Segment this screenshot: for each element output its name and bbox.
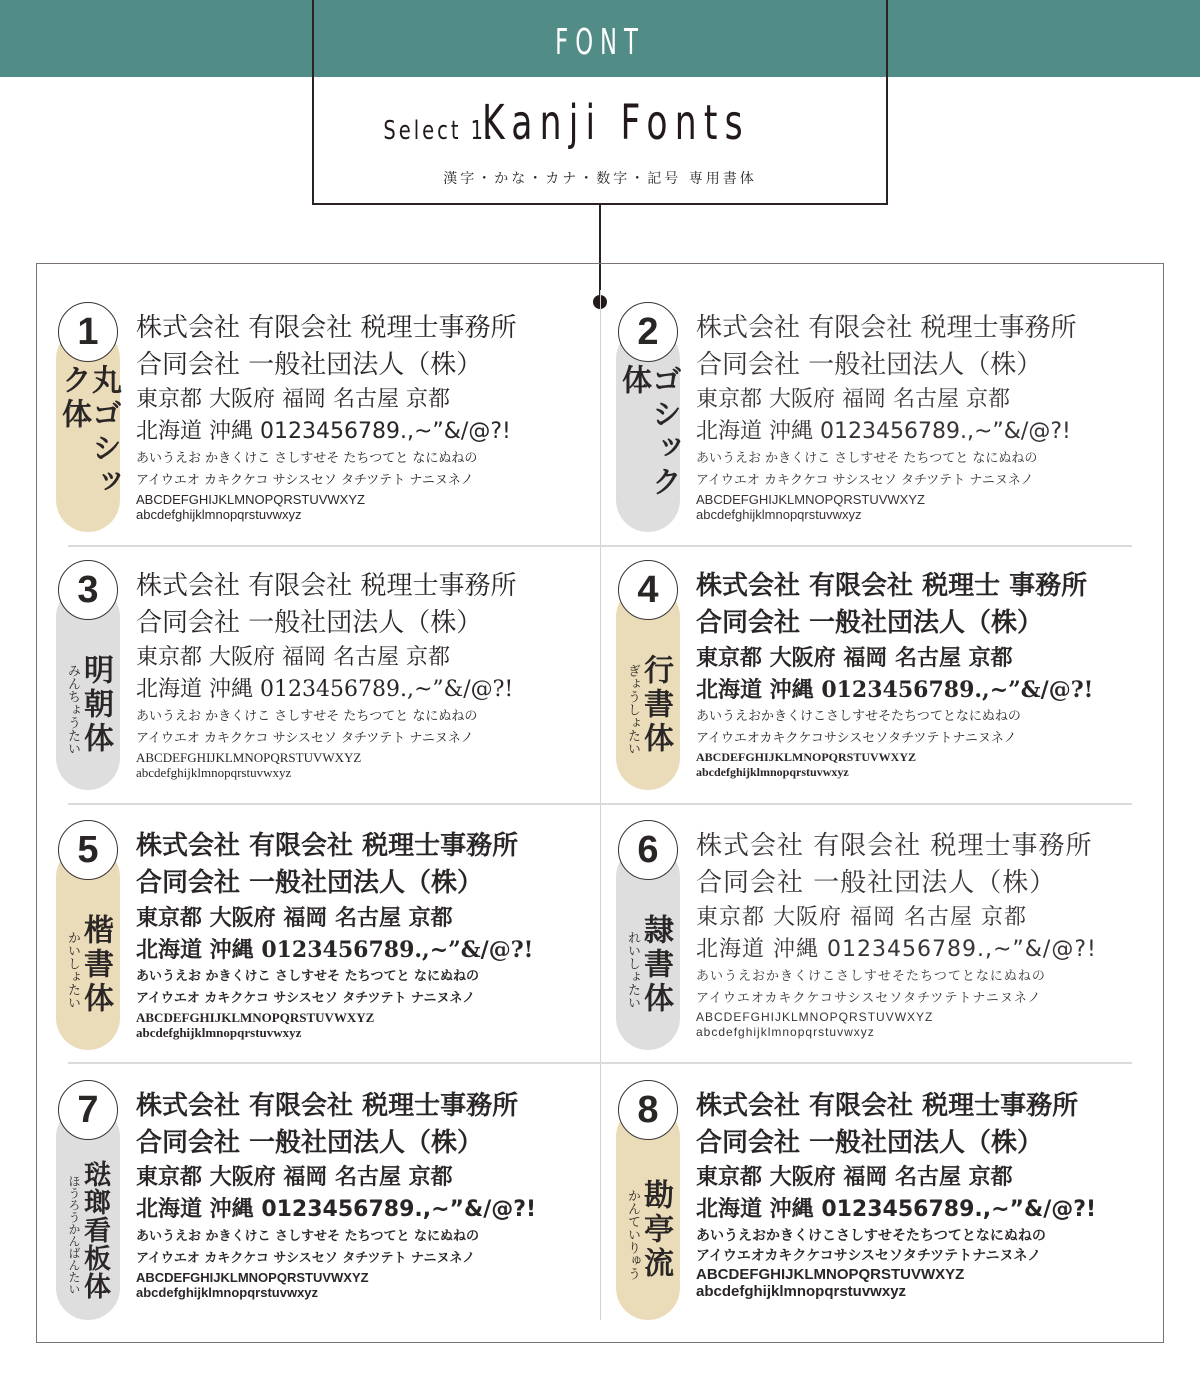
sample-line: 東京都 大阪府 福岡 名古屋 京都 bbox=[696, 387, 1010, 412]
font-name: 明朝体 bbox=[78, 653, 113, 756]
font-number-badge: 2 bbox=[618, 302, 678, 362]
sample-line: 東京都 大阪府 福岡 名古屋 京都 bbox=[136, 645, 450, 670]
sample-line: abcdefghijklmnopqrstuvwxyz bbox=[136, 1025, 302, 1040]
font-name-label bbox=[56, 1142, 120, 1317]
font-sample bbox=[136, 310, 576, 522]
sample-line: アイウエオ カキクケコ サシスセソ タチツテト ナニヌネノ bbox=[136, 731, 474, 746]
font-card-6[interactable] bbox=[596, 820, 1136, 1070]
sample-line: 株式会社 有限会社 税理士事務所 bbox=[136, 831, 519, 861]
font-name-label bbox=[616, 1142, 680, 1317]
sample-line: アイウエオカキクケコサシスセソタチツテトナニヌネノ bbox=[696, 1248, 1042, 1264]
font-reading: ぎょうしょたい bbox=[625, 664, 640, 755]
sample-line: アイウエオカキクケコサシスセソタチツテトナニヌネノ bbox=[696, 731, 1017, 746]
font-name-label bbox=[616, 364, 680, 529]
sample-line: 合同会社 一般社団法人（株） bbox=[696, 608, 1044, 638]
sample-line: ABCDEFGHIJKLMNOPQRSTUVWXYZ bbox=[136, 750, 362, 765]
sample-line: 北海道 沖縄 0123456789.,~”&/@?! bbox=[696, 1197, 1097, 1222]
sample-line: abcdefghijklmnopqrstuvwxyz bbox=[696, 507, 862, 522]
sample-line: ABCDEFGHIJKLMNOPQRSTUVWXYZ bbox=[136, 1010, 375, 1025]
sample-line: 合同会社 一般社団法人（株） bbox=[136, 350, 483, 380]
sample-line: ABCDEFGHIJKLMNOPQRSTUVWXYZ bbox=[696, 492, 925, 507]
sample-line: あいうえおかきくけこさしすせそたちつてとなにぬねの bbox=[696, 1228, 1046, 1244]
sample-line: 北海道 沖縄 0123456789.,~”&/@?! bbox=[136, 937, 534, 963]
font-reading: かいしょたい bbox=[65, 930, 80, 1009]
font-number-badge: 3 bbox=[58, 560, 118, 620]
sample-line: 東京都 大阪府 福岡 名古屋 京都 bbox=[696, 645, 1013, 671]
sample-line: 合同会社 一般社団法人（株） bbox=[696, 868, 1057, 898]
sample-line: ABCDEFGHIJKLMNOPQRSTUVWXYZ bbox=[136, 1270, 369, 1285]
sample-line: ABCDEFGHIJKLMNOPQRSTUVWXYZ bbox=[696, 1266, 965, 1283]
sample-line: 合同会社 一般社団法人（株） bbox=[136, 1128, 484, 1158]
font-card-3[interactable] bbox=[36, 560, 576, 810]
sample-line: 東京都 大阪府 福岡 名古屋 京都 bbox=[696, 905, 1027, 930]
font-number-badge: 8 bbox=[618, 1080, 678, 1140]
sample-line: 北海道 沖縄 0123456789.,~”&/@?! bbox=[136, 1197, 537, 1222]
sample-line: 北海道 沖縄 0123456789.,~”&/@?! bbox=[696, 677, 1094, 703]
font-name-label bbox=[56, 622, 120, 787]
font-sample bbox=[136, 568, 576, 780]
sample-line: 株式会社 有限会社 税理士事務所 bbox=[136, 1091, 519, 1121]
sample-line: 北海道 沖縄 0123456789.,~”&/@?! bbox=[696, 419, 1071, 444]
font-name-label bbox=[616, 882, 680, 1047]
sample-line: 株式会社 有限会社 税理士事務所 bbox=[696, 831, 1093, 861]
sample-line: あいうえおかきくけこさしすせそたちつてとなにぬねの bbox=[696, 709, 1021, 724]
sample-line: 株式会社 有限会社 税理士事務所 bbox=[696, 1091, 1079, 1121]
sample-line: 株式会社 有限会社 税理士事務所 bbox=[696, 313, 1077, 343]
font-number-badge: 7 bbox=[58, 1080, 118, 1140]
sample-line: 東京都 大阪府 福岡 名古屋 京都 bbox=[136, 1165, 453, 1190]
font-card-5[interactable] bbox=[36, 820, 576, 1070]
sample-line: アイウエオカキクケコサシスセソタチツテトナニヌネノ bbox=[696, 991, 1042, 1006]
font-number-badge: 1 bbox=[58, 302, 118, 362]
sample-line: あいうえおかきくけこさしすせそたちつてとなにぬねの bbox=[696, 969, 1046, 984]
font-name-label bbox=[616, 622, 680, 787]
font-name: 隷書体 bbox=[638, 913, 673, 1016]
sample-line: abcdefghijklmnopqrstuvwxyz bbox=[696, 765, 849, 779]
font-sample bbox=[696, 310, 1136, 522]
font-name: 丸ゴシック体 bbox=[56, 364, 121, 500]
sample-line: 合同会社 一般社団法人（株） bbox=[136, 608, 483, 638]
font-card-8[interactable] bbox=[596, 1080, 1136, 1330]
sample-line: 合同会社 一般社団法人（株） bbox=[696, 350, 1043, 380]
font-card-7[interactable] bbox=[36, 1080, 576, 1330]
sample-line: 株式会社 有限会社 税理士事務所 bbox=[136, 571, 517, 601]
font-reading: れいしょたい bbox=[625, 930, 640, 1009]
font-sample bbox=[696, 568, 1136, 780]
sample-line: アイウエオ カキクケコ サシスセソ タチツテト ナニヌネノ bbox=[136, 1251, 476, 1266]
sample-line: アイウエオ カキクケコ サシスセソ タチツテト ナニヌネノ bbox=[136, 991, 476, 1006]
font-name: 琺瑯看板体 bbox=[79, 1159, 110, 1300]
font-card-1[interactable] bbox=[36, 302, 576, 552]
font-name: 行書体 bbox=[638, 653, 673, 756]
font-name: 楷書体 bbox=[78, 913, 113, 1016]
sample-line: 北海道 沖縄 0123456789.,~”&/@?! bbox=[136, 677, 514, 702]
font-sample bbox=[136, 1088, 576, 1300]
font-reading: ほうろうかんばんたい bbox=[67, 1174, 81, 1295]
title-box bbox=[312, 0, 888, 205]
font-number-badge: 4 bbox=[618, 560, 678, 620]
sample-line: 株式会社 有限会社 税理士事務所 bbox=[136, 313, 517, 343]
font-sample bbox=[136, 828, 576, 1040]
font-card-2[interactable] bbox=[596, 302, 1136, 552]
sample-line: アイウエオ カキクケコ サシスセソ タチツテト ナニヌネノ bbox=[696, 473, 1034, 488]
sample-line: abcdefghijklmnopqrstuvwxyz bbox=[136, 765, 292, 780]
sample-line: abcdefghijklmnopqrstuvwxyz bbox=[696, 1283, 907, 1300]
sample-line: ABCDEFGHIJKLMNOPQRSTUVWXYZ bbox=[696, 1010, 934, 1024]
font-card-4[interactable] bbox=[596, 560, 1136, 810]
sample-line: abcdefghijklmnopqrstuvwxyz bbox=[136, 1285, 319, 1300]
sample-line: 合同会社 一般社団法人（株） bbox=[696, 1128, 1044, 1158]
sample-line: あいうえお かきくけこ さしすせそ たちつてと なにぬねの bbox=[136, 451, 478, 466]
sample-line: あいうえお かきくけこ さしすせそ たちつてと なにぬねの bbox=[136, 969, 479, 984]
sample-line: アイウエオ カキクケコ サシスセソ タチツテト ナニヌネノ bbox=[136, 473, 474, 488]
sample-line: 東京都 大阪府 福岡 名古屋 京都 bbox=[696, 1165, 1013, 1190]
sample-line: abcdefghijklmnopqrstuvwxyz bbox=[696, 1025, 875, 1039]
font-reading: みんちょうたい bbox=[65, 664, 80, 755]
font-number-badge: 6 bbox=[618, 820, 678, 880]
sample-line: 合同会社 一般社団法人（株） bbox=[136, 868, 484, 898]
font-name: ゴシック体 bbox=[616, 364, 681, 500]
sample-line: ABCDEFGHIJKLMNOPQRSTUVWXYZ bbox=[136, 492, 365, 507]
sample-line: abcdefghijklmnopqrstuvwxyz bbox=[136, 507, 302, 522]
select-prefix: Select 1. bbox=[383, 116, 496, 146]
font-sample bbox=[696, 1088, 1136, 1300]
sample-line: 東京都 大阪府 福岡 名古屋 京都 bbox=[136, 905, 453, 931]
font-name-label bbox=[56, 882, 120, 1047]
font-number-badge: 5 bbox=[58, 820, 118, 880]
font-sample bbox=[696, 828, 1136, 1040]
sample-line: 北海道 沖縄 0123456789.,~”&/@?! bbox=[696, 937, 1097, 962]
page-subtitle: 漢字・かな・カナ・数字・記号 専用書体 bbox=[443, 171, 757, 187]
sample-line: ABCDEFGHIJKLMNOPQRSTUVWXYZ bbox=[696, 750, 917, 764]
sample-line: 東京都 大阪府 福岡 名古屋 京都 bbox=[136, 387, 450, 412]
sample-line: 北海道 沖縄 0123456789.,~”&/@?! bbox=[136, 419, 511, 444]
sample-line: 株式会社 有限会社 税理士 事務所 bbox=[696, 571, 1088, 601]
title-text: Kanji Fonts bbox=[482, 95, 751, 151]
font-name-label bbox=[56, 364, 120, 529]
sample-line: あいうえお かきくけこ さしすせそ たちつてと なにぬねの bbox=[136, 709, 478, 724]
font-reading: かんていりゅう bbox=[625, 1189, 640, 1280]
page-title bbox=[314, 95, 886, 151]
band-label: FONT bbox=[555, 22, 645, 63]
sample-line: あいうえお かきくけこ さしすせそ たちつてと なにぬねの bbox=[136, 1229, 479, 1244]
font-name: 勘亭流 bbox=[638, 1178, 673, 1281]
sample-line: あいうえお かきくけこ さしすせそ たちつてと なにぬねの bbox=[696, 451, 1038, 466]
